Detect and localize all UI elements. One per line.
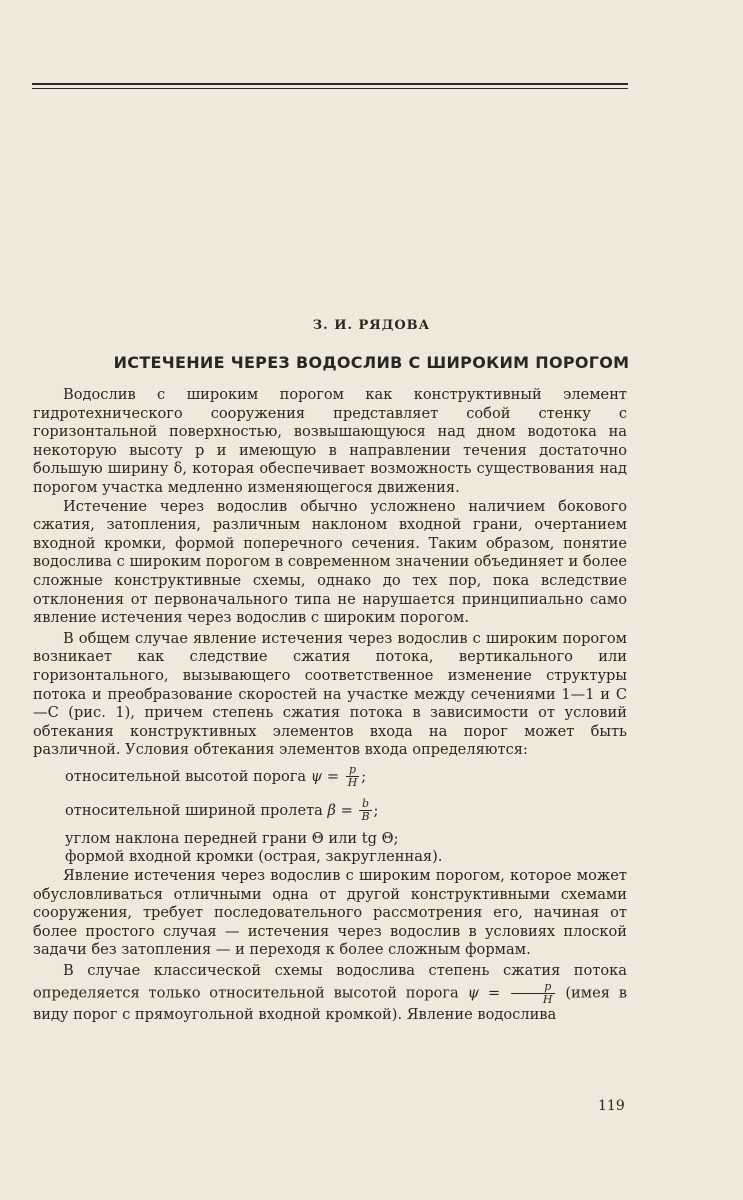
header-rule-thick [32, 83, 628, 85]
author-name: З. И. РЯДОВА [312, 318, 431, 333]
fraction-p-over-h-inline: $\frac{p}{H}$ [511, 981, 555, 1006]
paragraph-3: В общем случае явление истечения через водослив с широким порогом возникает как следствие сжатия потока, вертикального или горизонтального, вызывающего соответственное изменение структуры потока и преобразование скоростей на участке между сечениями 1—1 и С—С (рис. 1), причем степень сжатия потока в зависимости от условий обтекания конструктивных элементов входа на порог может быть различной. Условия обтекания элементов входа определяются: [33, 629, 627, 759]
condition-angle: углом наклона передней грани Θ или tg Θ; [65, 829, 399, 847]
paragraph-4: Явление истечения через водослив с широким порогом, которое может обусловливаться отличными одна от другой конструктивными схемами сооружения, требует последовательного рассмотрения его, начиная от более простого случая — истечения через водослив в условиях плоской задачи без затопления — и переходя к более сложным формам. [33, 867, 627, 959]
paragraph-2: Истечение через водослив обычно усложнено наличием бокового сжатия, затопления, различным наклоном входной грани, очертанием входной кромки, формой поперечного сечения. Таким образом, понятие водослива с широким порогом в современном значении объединяет и более сложные конструктивные схемы, однако до тех пор, пока вследствие отклонения от первоначального типа не нарушается принципиально само явление истечения через водослив с широким порогом. [33, 497, 627, 627]
paragraph-5: В случае классической схемы водослива степень сжатия потока определяется только относительной высотой порога ψ = $\frac{p}{H}$ (имея в виду порог с прямоугольной входной кромкой). Явление водослива [33, 962, 627, 1023]
paragraph-1: Водослив с широким порогом как конструктивный элемент гидротехнического сооружения представляет собой стенку с горизонтальной поверхностью, возвышающуюся над дном водотока на некоторую высоту p и имеющую в направлении течения достаточно большую ширину δ, которая обеспечивает возможность существования над порогом участка медленно изменяющегося движения. [33, 386, 627, 496]
article-title: ИСТЕЧЕНИЕ ЧЕРЕЗ ВОДОСЛИВ С ШИРОКИМ ПОРОГОМ [113, 353, 630, 372]
fraction-p-over-h: $\frac{p}{H}$ [347, 763, 358, 790]
psi-symbol: ψ [310, 767, 323, 785]
fraction-b-over-b: $\frac{b}{B}$ [361, 797, 370, 824]
condition-edge-shape: формой входной кромки (острая, закругленная). [65, 848, 443, 866]
condition-relative-height: относительной высотой порога ψ = $\frac{p}{H}$ ; [65, 763, 367, 790]
beta-symbol: β [327, 801, 336, 819]
article-body [33, 386, 627, 1024]
page-number: 119 [598, 1098, 625, 1114]
header-rule-thin [32, 88, 628, 89]
condition-relative-width: относительной шириной пролета β = $\frac{b}{B}$ ; [65, 797, 379, 824]
